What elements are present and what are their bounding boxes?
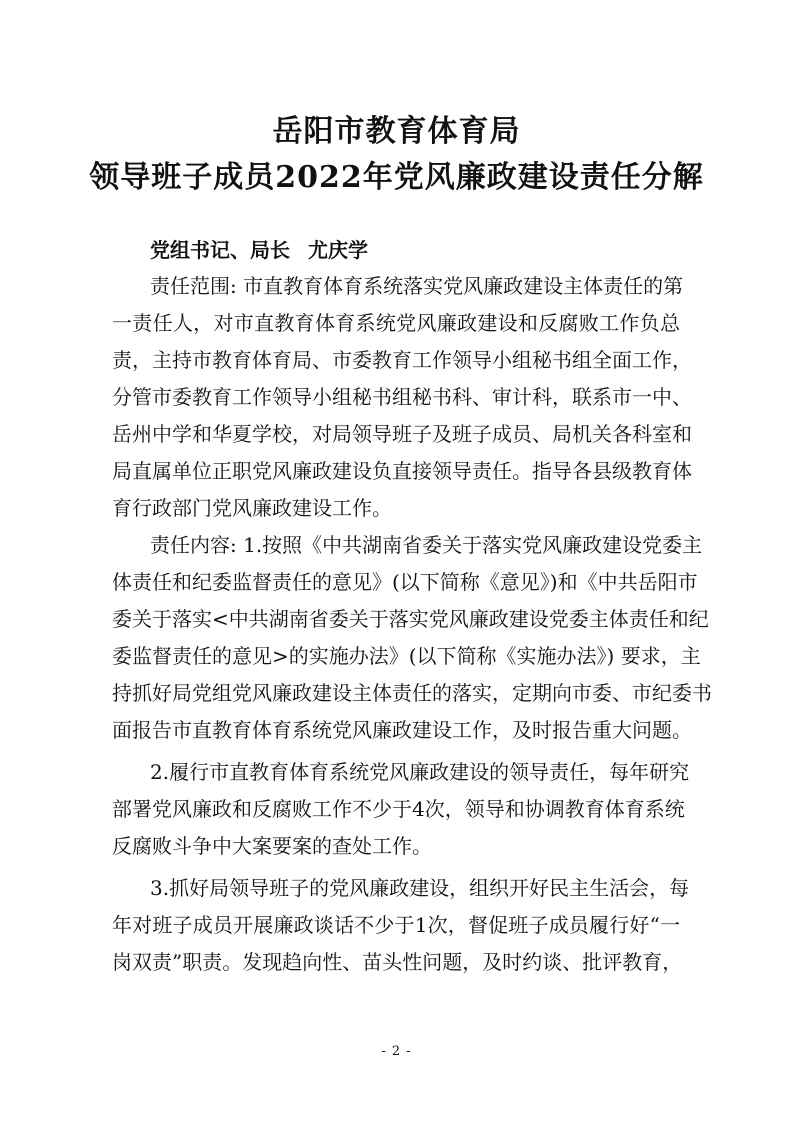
body-line: 2.履行市直教育体育系统党风廉政建设的领导责任，每年研究 (150, 760, 690, 784)
body-line: 持抓好局党组党风廉政建设主体责任的落实，定期向市委、市纪委书 (112, 681, 712, 705)
document-title-line-2: 领导班子成员2022年党风廉政建设责任分解 (89, 160, 704, 195)
body-line: 委关于落实<中共湖南省委关于落实党风廉政建设党委主体责任和纪 (112, 607, 709, 631)
person-role: 党组书记、局长 (150, 238, 290, 262)
body-line: 部署党风廉政和反腐败工作不少于4次，领导和协调教育体育系统 (112, 797, 685, 821)
document-title-line-1: 岳阳市教育体育局 (272, 114, 521, 149)
body-line: 反腐败斗争中大案要案的查处工作。 (112, 834, 432, 858)
page-number: - 2 - (381, 1044, 412, 1059)
body-line: 责任范围: 市直教育体育系统落实党风廉政建设主体责任的第 (150, 274, 684, 298)
body-line: 委监督责任的意见>的实施办法》(以下简称《实施办法》) 要求，主 (112, 644, 701, 668)
body-line: 岗双责”职责。发现趋向性、苗头性问题，及时约谈、批评教育， (112, 950, 683, 974)
body-line: 面报告市直教育体育系统党风廉政建设工作，及时报告重大问题。 (112, 718, 692, 742)
body-line: 体责任和纪委监督责任的意见》(以下简称《意见》)和《中共岳阳市 (112, 570, 698, 594)
body-line: 责任内容: 1.按照《中共湖南省委关于落实党风廉政建设党委主 (150, 533, 703, 557)
body-line: 分管市委教育工作领导小组秘书组秘书科、审计科，联系市一中、 (112, 385, 692, 409)
body-line: 一责任人，对市直教育体育系统党风廉政建设和反腐败工作负总 (112, 311, 680, 335)
body-line: 岳州中学和华夏学校，对局领导班子及班子成员、局机关各科室和 (112, 422, 692, 446)
person-name: 尤庆学 (308, 238, 368, 262)
body-line: 3.抓好局领导班子的党风廉政建设，组织开好民主生活会，每 (150, 876, 690, 900)
body-line: 局直属单位正职党风廉政建设负直接领导责任。指导各县级教育体 (112, 459, 692, 483)
person-heading (150, 235, 368, 265)
body-line: 育行政部门党风廉政建设工作。 (112, 496, 392, 520)
body-line: 年对班子成员开展廉政谈话不少于1次，督促班子成员履行好“一 (112, 913, 680, 937)
body-line: 责，主持市教育体育局、市委教育工作领导小组秘书组全面工作， (112, 348, 692, 372)
